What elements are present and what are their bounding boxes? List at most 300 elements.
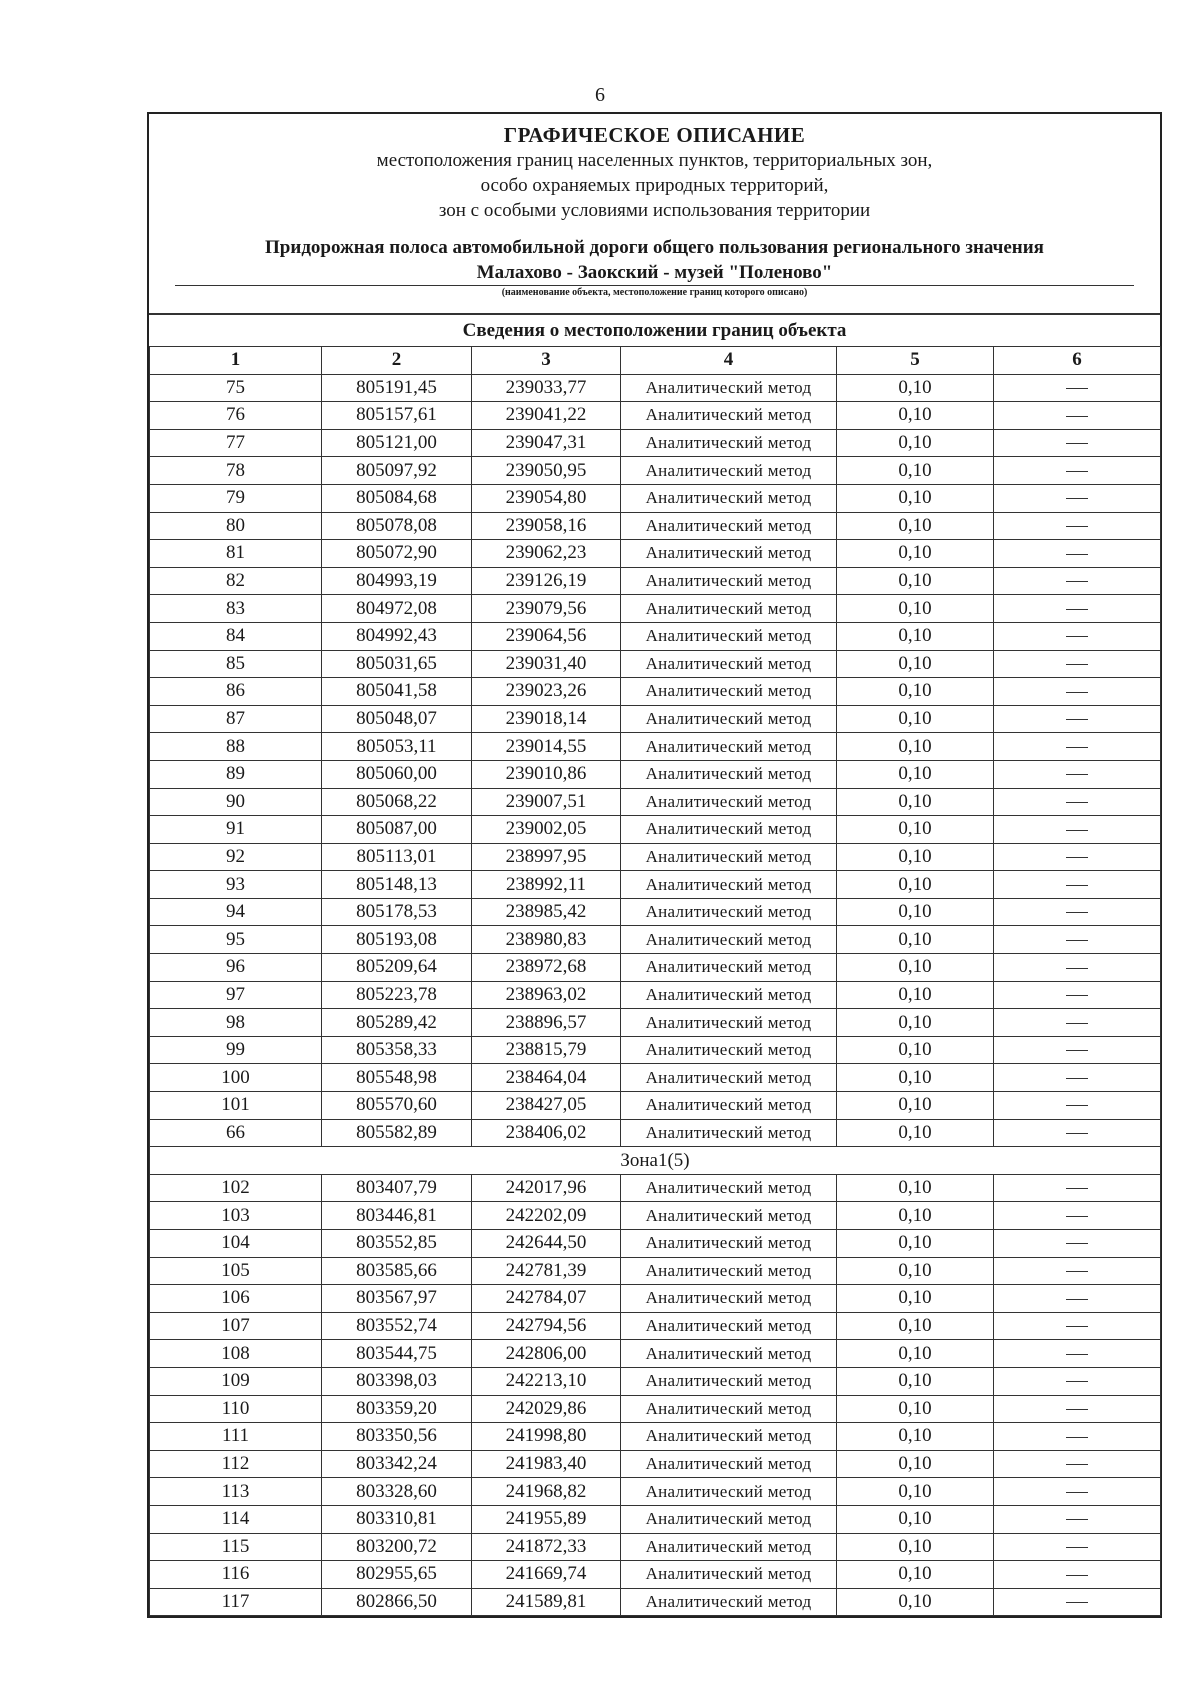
accuracy-cell: 0,10 <box>837 1533 994 1561</box>
accuracy-cell: 0,10 <box>837 1036 994 1064</box>
x-coordinate-cell: 803552,85 <box>322 1230 472 1258</box>
method-cell: Аналитический метод <box>621 1478 837 1506</box>
point-number-cell: 87 <box>150 705 322 733</box>
method-cell: Аналитический метод <box>621 1202 837 1230</box>
document-frame <box>147 112 1162 1618</box>
point-number-cell: 90 <box>150 788 322 816</box>
table-row <box>150 402 1161 430</box>
y-coordinate-cell: 239031,40 <box>472 650 621 678</box>
description-cell <box>994 1588 1161 1616</box>
accuracy-cell: 0,10 <box>837 1009 994 1037</box>
description-cell <box>994 374 1161 402</box>
point-number-cell: 97 <box>150 981 322 1009</box>
accuracy-cell: 0,10 <box>837 926 994 954</box>
method-cell: Аналитический метод <box>621 1561 837 1589</box>
table-row <box>150 760 1161 788</box>
description-cell <box>994 705 1161 733</box>
table-row <box>150 622 1161 650</box>
x-coordinate-cell: 805097,92 <box>322 457 472 485</box>
y-coordinate-cell: 239079,56 <box>472 595 621 623</box>
description-cell <box>994 650 1161 678</box>
accuracy-cell: 0,10 <box>837 512 994 540</box>
point-number-cell: 78 <box>150 457 322 485</box>
x-coordinate-cell: 805048,07 <box>322 705 472 733</box>
accuracy-cell: 0,10 <box>837 1367 994 1395</box>
point-number-cell: 76 <box>150 402 322 430</box>
description-cell <box>994 678 1161 706</box>
accuracy-cell: 0,10 <box>837 374 994 402</box>
point-number-cell: 93 <box>150 871 322 899</box>
x-coordinate-cell: 804992,43 <box>322 622 472 650</box>
point-number-cell: 82 <box>150 567 322 595</box>
table-row <box>150 374 1161 402</box>
zone-row <box>150 1147 1161 1175</box>
description-cell <box>994 540 1161 568</box>
y-coordinate-cell: 239002,05 <box>472 816 621 844</box>
accuracy-cell: 0,10 <box>837 1505 994 1533</box>
y-coordinate-cell: 241983,40 <box>472 1450 621 1478</box>
dash-mark <box>1066 857 1088 858</box>
accuracy-cell: 0,10 <box>837 898 994 926</box>
description-cell <box>994 1009 1161 1037</box>
x-coordinate-cell: 805209,64 <box>322 954 472 982</box>
accuracy-cell: 0,10 <box>837 1285 994 1313</box>
column-header: 6 <box>994 347 1161 375</box>
accuracy-cell: 0,10 <box>837 1423 994 1451</box>
y-coordinate-cell: 242202,09 <box>472 1202 621 1230</box>
x-coordinate-cell: 803342,24 <box>322 1450 472 1478</box>
table-row <box>150 429 1161 457</box>
y-coordinate-cell: 242784,07 <box>472 1285 621 1313</box>
point-number-cell: 94 <box>150 898 322 926</box>
accuracy-cell: 0,10 <box>837 567 994 595</box>
dash-mark <box>1066 830 1088 831</box>
dash-mark <box>1066 1078 1088 1079</box>
method-cell: Аналитический метод <box>621 1285 837 1313</box>
object-name-line: Малахово - Заокский - музей "Поленово" <box>175 260 1134 286</box>
point-number-cell: 86 <box>150 678 322 706</box>
description-cell <box>994 1174 1161 1202</box>
method-cell: Аналитический метод <box>621 484 837 512</box>
accuracy-cell: 0,10 <box>837 622 994 650</box>
table-row <box>150 898 1161 926</box>
dash-mark <box>1066 1437 1088 1438</box>
description-cell <box>994 954 1161 982</box>
point-number-cell: 115 <box>150 1533 322 1561</box>
point-number-cell: 77 <box>150 429 322 457</box>
description-cell <box>994 1340 1161 1368</box>
method-cell: Аналитический метод <box>621 678 837 706</box>
x-coordinate-cell: 805053,11 <box>322 733 472 761</box>
description-cell <box>994 1119 1161 1147</box>
y-coordinate-cell: 239047,31 <box>472 429 621 457</box>
dash-mark <box>1066 1409 1088 1410</box>
x-coordinate-cell: 805289,42 <box>322 1009 472 1037</box>
accuracy-cell: 0,10 <box>837 1119 994 1147</box>
dash-mark <box>1066 609 1088 610</box>
x-coordinate-cell: 804993,19 <box>322 567 472 595</box>
point-number-cell: 107 <box>150 1312 322 1340</box>
y-coordinate-cell: 242794,56 <box>472 1312 621 1340</box>
y-coordinate-cell: 238406,02 <box>472 1119 621 1147</box>
point-number-cell: 111 <box>150 1423 322 1451</box>
point-number-cell: 89 <box>150 760 322 788</box>
description-cell <box>994 567 1161 595</box>
method-cell: Аналитический метод <box>621 1367 837 1395</box>
description-cell <box>994 981 1161 1009</box>
method-cell: Аналитический метод <box>621 650 837 678</box>
x-coordinate-cell: 805072,90 <box>322 540 472 568</box>
point-number-cell: 114 <box>150 1505 322 1533</box>
dash-mark <box>1066 1243 1088 1244</box>
table-header-row <box>150 347 1161 375</box>
y-coordinate-cell: 238896,57 <box>472 1009 621 1037</box>
description-cell <box>994 595 1161 623</box>
dash-mark <box>1066 1216 1088 1217</box>
y-coordinate-cell: 238963,02 <box>472 981 621 1009</box>
y-coordinate-cell: 238427,05 <box>472 1092 621 1120</box>
method-cell: Аналитический метод <box>621 1505 837 1533</box>
point-number-cell: 112 <box>150 1450 322 1478</box>
table-row <box>150 1312 1161 1340</box>
method-cell: Аналитический метод <box>621 595 837 623</box>
accuracy-cell: 0,10 <box>837 1257 994 1285</box>
description-cell <box>994 1036 1161 1064</box>
y-coordinate-cell: 239054,80 <box>472 484 621 512</box>
point-number-cell: 106 <box>150 1285 322 1313</box>
dash-mark <box>1066 388 1088 389</box>
x-coordinate-cell: 805191,45 <box>322 374 472 402</box>
y-coordinate-cell: 238972,68 <box>472 954 621 982</box>
dash-mark <box>1066 719 1088 720</box>
method-cell: Аналитический метод <box>621 1450 837 1478</box>
description-cell <box>994 1092 1161 1120</box>
x-coordinate-cell: 803200,72 <box>322 1533 472 1561</box>
point-number-cell: 100 <box>150 1064 322 1092</box>
method-cell: Аналитический метод <box>621 1340 837 1368</box>
x-coordinate-cell: 805068,22 <box>322 788 472 816</box>
dash-mark <box>1066 912 1088 913</box>
description-cell <box>994 1257 1161 1285</box>
x-coordinate-cell: 803407,79 <box>322 1174 472 1202</box>
table-row <box>150 650 1161 678</box>
description-cell <box>994 733 1161 761</box>
dash-mark <box>1066 443 1088 444</box>
point-number-cell: 101 <box>150 1092 322 1120</box>
method-cell: Аналитический метод <box>621 898 837 926</box>
method-cell: Аналитический метод <box>621 1036 837 1064</box>
method-cell: Аналитический метод <box>621 622 837 650</box>
point-number-cell: 105 <box>150 1257 322 1285</box>
dash-mark <box>1066 940 1088 941</box>
accuracy-cell: 0,10 <box>837 650 994 678</box>
table-row <box>150 540 1161 568</box>
dash-mark <box>1066 1133 1088 1134</box>
accuracy-cell: 0,10 <box>837 760 994 788</box>
accuracy-cell: 0,10 <box>837 1450 994 1478</box>
object-caption: (наименование объекта, местоположение границ которого описано) <box>501 287 808 298</box>
y-coordinate-cell: 238464,04 <box>472 1064 621 1092</box>
method-cell: Аналитический метод <box>621 733 837 761</box>
section-title: Сведения о местоположении границ объекта <box>149 314 1160 346</box>
point-number-cell: 113 <box>150 1478 322 1506</box>
table-row <box>150 1561 1161 1589</box>
description-cell <box>994 484 1161 512</box>
description-cell <box>994 1285 1161 1313</box>
description-cell <box>994 1450 1161 1478</box>
table-row <box>150 457 1161 485</box>
x-coordinate-cell: 805121,00 <box>322 429 472 457</box>
method-cell: Аналитический метод <box>621 1009 837 1037</box>
method-cell: Аналитический метод <box>621 926 837 954</box>
table-row <box>150 1450 1161 1478</box>
dash-mark <box>1066 1105 1088 1106</box>
accuracy-cell: 0,10 <box>837 1092 994 1120</box>
accuracy-cell: 0,10 <box>837 1174 994 1202</box>
accuracy-cell: 0,10 <box>837 1340 994 1368</box>
x-coordinate-cell: 802955,65 <box>322 1561 472 1589</box>
method-cell: Аналитический метод <box>621 871 837 899</box>
document-header <box>149 114 1160 314</box>
table-row <box>150 567 1161 595</box>
dash-mark <box>1066 1464 1088 1465</box>
dash-mark <box>1066 581 1088 582</box>
method-cell: Аналитический метод <box>621 1092 837 1120</box>
accuracy-cell: 0,10 <box>837 705 994 733</box>
point-number-cell: 75 <box>150 374 322 402</box>
method-cell: Аналитический метод <box>621 567 837 595</box>
x-coordinate-cell: 805078,08 <box>322 512 472 540</box>
x-coordinate-cell: 804972,08 <box>322 595 472 623</box>
table-row <box>150 788 1161 816</box>
x-coordinate-cell: 802866,50 <box>322 1588 472 1616</box>
y-coordinate-cell: 242017,96 <box>472 1174 621 1202</box>
table-row <box>150 733 1161 761</box>
method-cell: Аналитический метод <box>621 760 837 788</box>
dash-mark <box>1066 1023 1088 1024</box>
table-row <box>150 1119 1161 1147</box>
subtitle-line: местоположения границ населенных пунктов, территориальных зон, <box>376 150 933 171</box>
x-coordinate-cell: 803328,60 <box>322 1478 472 1506</box>
method-cell: Аналитический метод <box>621 816 837 844</box>
point-number-cell: 96 <box>150 954 322 982</box>
accuracy-cell: 0,10 <box>837 788 994 816</box>
y-coordinate-cell: 239018,14 <box>472 705 621 733</box>
dash-mark <box>1066 1354 1088 1355</box>
method-cell: Аналитический метод <box>621 512 837 540</box>
method-cell: Аналитический метод <box>621 1423 837 1451</box>
point-number-cell: 103 <box>150 1202 322 1230</box>
table-row <box>150 1478 1161 1506</box>
method-cell: Аналитический метод <box>621 843 837 871</box>
x-coordinate-cell: 803552,74 <box>322 1312 472 1340</box>
description-cell <box>994 843 1161 871</box>
point-number-cell: 85 <box>150 650 322 678</box>
accuracy-cell: 0,10 <box>837 954 994 982</box>
x-coordinate-cell: 805087,00 <box>322 816 472 844</box>
point-number-cell: 79 <box>150 484 322 512</box>
y-coordinate-cell: 238985,42 <box>472 898 621 926</box>
method-cell: Аналитический метод <box>621 1395 837 1423</box>
x-coordinate-cell: 805178,53 <box>322 898 472 926</box>
table-row <box>150 595 1161 623</box>
table-row <box>150 1533 1161 1561</box>
dash-mark <box>1066 1299 1088 1300</box>
accuracy-cell: 0,10 <box>837 402 994 430</box>
coordinates-table <box>149 346 1161 1616</box>
method-cell: Аналитический метод <box>621 1119 837 1147</box>
point-number-cell: 104 <box>150 1230 322 1258</box>
description-cell <box>994 871 1161 899</box>
y-coordinate-cell: 242213,10 <box>472 1367 621 1395</box>
table-row <box>150 1092 1161 1120</box>
method-cell: Аналитический метод <box>621 402 837 430</box>
description-cell <box>994 402 1161 430</box>
x-coordinate-cell: 803398,03 <box>322 1367 472 1395</box>
table-row <box>150 705 1161 733</box>
x-coordinate-cell: 803585,66 <box>322 1257 472 1285</box>
accuracy-cell: 0,10 <box>837 1064 994 1092</box>
method-cell: Аналитический метод <box>621 540 837 568</box>
method-cell: Аналитический метод <box>621 1533 837 1561</box>
dash-mark <box>1066 1492 1088 1493</box>
dash-mark <box>1066 1602 1088 1603</box>
y-coordinate-cell: 241589,81 <box>472 1588 621 1616</box>
table-row <box>150 1367 1161 1395</box>
point-number-cell: 83 <box>150 595 322 623</box>
accuracy-cell: 0,10 <box>837 733 994 761</box>
x-coordinate-cell: 803567,97 <box>322 1285 472 1313</box>
method-cell: Аналитический метод <box>621 1174 837 1202</box>
y-coordinate-cell: 238997,95 <box>472 843 621 871</box>
x-coordinate-cell: 803446,81 <box>322 1202 472 1230</box>
y-coordinate-cell: 239010,86 <box>472 760 621 788</box>
accuracy-cell: 0,10 <box>837 1478 994 1506</box>
point-number-cell: 81 <box>150 540 322 568</box>
description-cell <box>994 760 1161 788</box>
dash-mark <box>1066 1050 1088 1051</box>
description-cell <box>994 1505 1161 1533</box>
point-number-cell: 102 <box>150 1174 322 1202</box>
y-coordinate-cell: 238992,11 <box>472 871 621 899</box>
y-coordinate-cell: 241998,80 <box>472 1423 621 1451</box>
table-row <box>150 678 1161 706</box>
x-coordinate-cell: 805570,60 <box>322 1092 472 1120</box>
description-cell <box>994 512 1161 540</box>
page-number: 6 <box>595 84 605 106</box>
y-coordinate-cell: 241955,89 <box>472 1505 621 1533</box>
dash-mark <box>1066 1547 1088 1548</box>
method-cell: Аналитический метод <box>621 705 837 733</box>
table-row <box>150 954 1161 982</box>
table-row <box>150 1588 1161 1616</box>
table-row <box>150 1036 1161 1064</box>
method-cell: Аналитический метод <box>621 1064 837 1092</box>
column-header: 2 <box>322 347 472 375</box>
description-cell <box>994 457 1161 485</box>
subtitle-line: особо охраняемых природных территорий, <box>480 175 829 196</box>
x-coordinate-cell: 805084,68 <box>322 484 472 512</box>
method-cell: Аналитический метод <box>621 788 837 816</box>
y-coordinate-cell: 239064,56 <box>472 622 621 650</box>
accuracy-cell: 0,10 <box>837 843 994 871</box>
table-row <box>150 926 1161 954</box>
y-coordinate-cell: 238815,79 <box>472 1036 621 1064</box>
column-header: 1 <box>150 347 322 375</box>
dash-mark <box>1066 1326 1088 1327</box>
accuracy-cell: 0,10 <box>837 484 994 512</box>
accuracy-cell: 0,10 <box>837 540 994 568</box>
column-header: 3 <box>472 347 621 375</box>
method-cell: Аналитический метод <box>621 1230 837 1258</box>
description-cell <box>994 1561 1161 1589</box>
dash-mark <box>1066 747 1088 748</box>
x-coordinate-cell: 805113,01 <box>322 843 472 871</box>
table-row <box>150 1340 1161 1368</box>
table-row <box>150 1009 1161 1037</box>
point-number-cell: 84 <box>150 622 322 650</box>
description-cell <box>994 622 1161 650</box>
point-number-cell: 109 <box>150 1367 322 1395</box>
y-coordinate-cell: 239062,23 <box>472 540 621 568</box>
table-row <box>150 871 1161 899</box>
description-cell <box>994 1395 1161 1423</box>
table-row <box>150 816 1161 844</box>
table-row <box>150 1174 1161 1202</box>
dash-mark <box>1066 416 1088 417</box>
accuracy-cell: 0,10 <box>837 871 994 899</box>
zone-label: Зона1(5) <box>150 1147 1161 1175</box>
accuracy-cell: 0,10 <box>837 1312 994 1340</box>
description-cell <box>994 926 1161 954</box>
method-cell: Аналитический метод <box>621 1312 837 1340</box>
y-coordinate-cell: 242806,00 <box>472 1340 621 1368</box>
dash-mark <box>1066 995 1088 996</box>
point-number-cell: 92 <box>150 843 322 871</box>
point-number-cell: 80 <box>150 512 322 540</box>
point-number-cell: 110 <box>150 1395 322 1423</box>
table-row <box>150 981 1161 1009</box>
point-number-cell: 91 <box>150 816 322 844</box>
dash-mark <box>1066 885 1088 886</box>
table-row <box>150 1064 1161 1092</box>
table-row <box>150 484 1161 512</box>
method-cell: Аналитический метод <box>621 429 837 457</box>
table-row <box>150 1423 1161 1451</box>
dash-mark <box>1066 1271 1088 1272</box>
dash-mark <box>1066 968 1088 969</box>
description-cell <box>994 1064 1161 1092</box>
table-row <box>150 1505 1161 1533</box>
y-coordinate-cell: 239033,77 <box>472 374 621 402</box>
x-coordinate-cell: 803310,81 <box>322 1505 472 1533</box>
description-cell <box>994 1230 1161 1258</box>
accuracy-cell: 0,10 <box>837 1588 994 1616</box>
accuracy-cell: 0,10 <box>837 457 994 485</box>
table-body <box>150 374 1161 1616</box>
description-cell <box>994 1312 1161 1340</box>
y-coordinate-cell: 239050,95 <box>472 457 621 485</box>
point-number-cell: 117 <box>150 1588 322 1616</box>
y-coordinate-cell: 238980,83 <box>472 926 621 954</box>
table-row <box>150 512 1161 540</box>
dash-mark <box>1066 802 1088 803</box>
column-header: 4 <box>621 347 837 375</box>
y-coordinate-cell: 241968,82 <box>472 1478 621 1506</box>
y-coordinate-cell: 242029,86 <box>472 1395 621 1423</box>
description-cell <box>994 429 1161 457</box>
y-coordinate-cell: 242644,50 <box>472 1230 621 1258</box>
